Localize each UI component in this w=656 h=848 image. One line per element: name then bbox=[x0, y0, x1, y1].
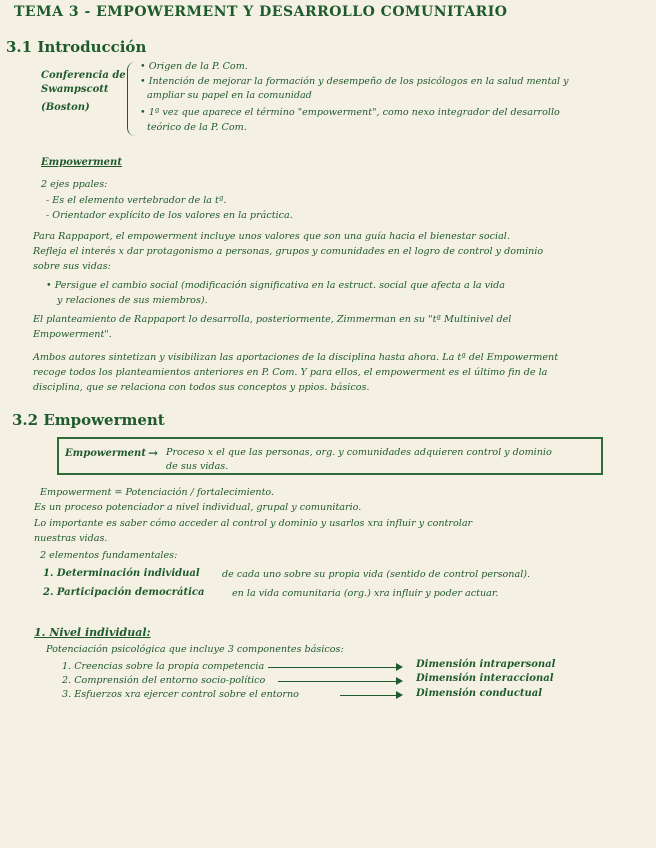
text-line: disciplina, que se relaciona con todos sus conceptos y ppios. básicos. bbox=[33, 382, 370, 393]
text-line: Ambos autores sintetizan y visibilizan las aportaciones de la disciplina hasta ahora. La tª del Empowerment bbox=[33, 352, 559, 363]
component-label: 1. Creencias sobre la propia competencia bbox=[62, 661, 265, 672]
list-item: • Persigue el cambio social (modificación significativa en la estruct. social que afecta a la vida bbox=[46, 280, 506, 291]
text-line: Lo importante es saber cómo acceder al control y dominio y usarlos xra influir y controlar bbox=[34, 518, 473, 529]
brace-icon bbox=[127, 62, 136, 136]
arrow-right-icon bbox=[396, 663, 403, 671]
arrow-right-icon bbox=[396, 691, 403, 699]
element-text: de cada uno sobre su propia vida (sentido de control personal). bbox=[222, 569, 531, 580]
section-heading-introduccion: 3.1 Introducción bbox=[6, 38, 147, 56]
text-line: Empowerment = Potenciación / fortalecimiento. bbox=[40, 487, 275, 498]
element-text: en la vida comunitaria (org.) xra influir y poder actuar. bbox=[232, 588, 499, 599]
conference-label: (Boston) bbox=[41, 102, 90, 113]
component-label: 3. Esfuerzos xra ejercer control sobre el entorno bbox=[62, 689, 299, 700]
text-line: nuestras vidas. bbox=[34, 533, 108, 544]
text-line: El planteamiento de Rappaport lo desarrolla, posteriormente, Zimmerman en su "tª Multinivel del bbox=[33, 314, 512, 325]
list-item: • Origen de la P. Com. bbox=[140, 61, 248, 72]
list-item: teórico de la P. Com. bbox=[147, 122, 247, 133]
definition-term: Empowerment bbox=[65, 448, 146, 459]
section-heading-empowerment: 3.2 Empowerment bbox=[12, 411, 165, 429]
text-line: Es un proceso potenciador a nivel individual, grupal y comunitario. bbox=[34, 502, 362, 513]
arrow-line bbox=[268, 667, 396, 668]
arrow-line bbox=[278, 681, 396, 682]
page-title: TEMA 3 - EMPOWERMENT Y DESARROLLO COMUNITARIO bbox=[14, 4, 508, 20]
definition-text: Proceso x el que las personas, org. y comunidades adquieren control y dominio bbox=[166, 447, 552, 458]
arrow-right-icon: → bbox=[148, 446, 159, 460]
text-line: Refleja el interés x dar protagonismo a personas, grupos y comunidades en el logro de control y dominio bbox=[33, 246, 544, 257]
list-item: y relaciones de sus miembros). bbox=[57, 295, 208, 306]
definition-text: de sus vidas. bbox=[166, 461, 229, 472]
text-line: Empowerment". bbox=[33, 329, 112, 340]
conference-label: Swampscott bbox=[41, 84, 109, 95]
text-line: recoge todos los planteamientos anteriores en P. Com. Y para ellos, el empowerment es el último fin de la bbox=[33, 367, 548, 378]
list-item: ampliar su papel en la comunidad bbox=[147, 90, 312, 101]
text-line: Para Rappaport, el empowerment incluye unos valores que son una guía hacia el bienestar social. bbox=[33, 231, 510, 242]
list-item: • 1ª vez que aparece el término "empowerment", como nexo integrador del desarrollo bbox=[140, 107, 560, 118]
element-title: 2. Participación democrática bbox=[43, 587, 205, 598]
text-line: Potenciación psicológica que incluye 3 componentes básicos: bbox=[46, 644, 344, 655]
text-line: sobre sus vidas: bbox=[33, 261, 111, 272]
dimension-label: Dimensión conductual bbox=[416, 688, 543, 699]
text-line: 2 ejes ppales: bbox=[41, 179, 108, 190]
dimension-label: Dimensión interaccional bbox=[416, 673, 554, 684]
subheading-empowerment: Empowerment bbox=[41, 157, 122, 168]
element-title: 1. Determinación individual bbox=[43, 568, 200, 579]
arrow-line bbox=[340, 695, 396, 696]
list-item: • Intención de mejorar la formación y desempeño de los psicólogos en la salud mental y bbox=[140, 76, 569, 87]
list-item: - Es el elemento vertebrador de la tª. bbox=[46, 195, 227, 206]
text-line: 2 elementos fundamentales: bbox=[40, 550, 178, 561]
list-item: - Orientador explícito de los valores en la práctica. bbox=[46, 210, 293, 221]
conference-label: Conferencia de bbox=[41, 70, 126, 81]
subheading-nivel-individual: 1. Nivel individual: bbox=[34, 626, 151, 639]
dimension-label: Dimensión intrapersonal bbox=[416, 659, 556, 670]
arrow-right-icon bbox=[396, 677, 403, 685]
component-label: 2. Comprensión del entorno socio-político bbox=[62, 675, 266, 686]
